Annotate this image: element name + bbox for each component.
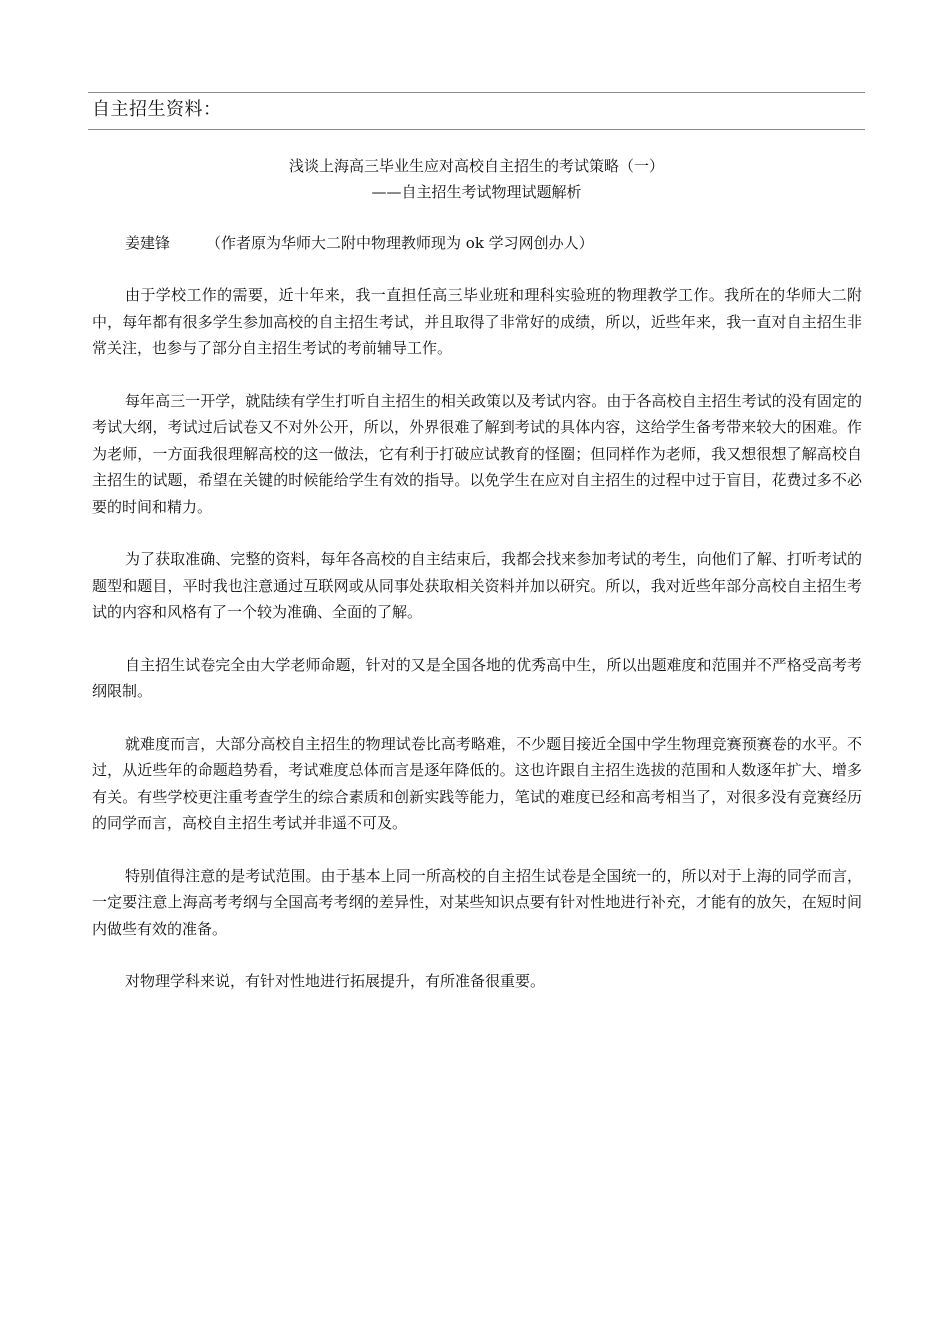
paragraph: 为了获取准确、完整的资料，每年各高校的自主结束后，我都会找来参加考试的考生，向他们了解、打听考试的题型和题目，平时我也注意通过互联网或从同事处获取相关资料并加以研究。所以，我对近些年部分高校自主招生考试的内容和风格有了一个较为准确、全面的了解。 bbox=[92, 550, 862, 621]
author-note: （作者原为华师大二附中物理教师现为 ok 学习网创办人） bbox=[206, 234, 594, 252]
paragraph: 自主招生试卷完全由大学老师命题，针对的又是全国各地的优秀高中生，所以出题难度和范围并不严格受高考考纲限制。 bbox=[92, 655, 862, 700]
article-subtitle: ——自主招生考试物理试题解析 bbox=[371, 183, 582, 201]
author-name: 姜建锋 bbox=[125, 234, 171, 252]
header-bottom-rule bbox=[88, 129, 865, 130]
paragraph: 对物理学科来说，有针对性地进行拓展提升，有所准备很重要。 bbox=[125, 972, 546, 990]
paragraph: 就难度而言，大部分高校自主招生的物理试卷比高考略难，不少题目接近全国中学生物理竞赛预赛卷的水平。不过，从近些年的命题趋势看，考试难度总体而言是逐年降低的。这也许跟自主招生选拔的范围和人数逐年扩大、增多有关。有些学校更注重考查学生的综合素质和创新实践等能力，笔试的难度已经和高考相当了，对很多没有竞赛经历的同学而言，高校自主招生考试并非遥不可及。 bbox=[92, 734, 862, 832]
header-title: 自主招生资料： bbox=[92, 99, 222, 120]
paragraph: 特别值得注意的是考试范围。由于基本上同一所高校的自主招生试卷是全国统一的，所以对于上海的同学而言，一定要注意上海高考考纲与全国高考考纲的差异性，对某些知识点要有针对性地进行补充，才能有的放矢，在短时间内做些有效的准备。 bbox=[92, 866, 862, 938]
article-body bbox=[92, 282, 862, 1021]
paragraph: 每年高三一开学，就陆续有学生打听自主招生的相关政策以及考试内容。由于各高校自主招生考试的没有固定的考试大纲，考试过后试卷又不对外公开，所以，外界很难了解到考试的具体内容，这给学生备考带来较大的困难。作为老师，一方面我很理解高校的这一做法，它有利于打破应试教育的怪圈；但同样作为老师，我又想很想了解高校自主招生的试题，希望在关键的时候能给学生有效的指导。以免学生在应对自主招生的过程中过于盲目，花费过多不必要的时间和精力。 bbox=[92, 391, 862, 516]
header-top-rule bbox=[88, 92, 865, 93]
author-line bbox=[125, 232, 594, 254]
article-title: 浅谈上海高三毕业生应对高校自主招生的考试策略（一） bbox=[288, 157, 664, 175]
paragraph: 由于学校工作的需要，近十年来，我一直担任高三毕业班和理科实验班的物理教学工作。我所在的华师大二附中，每年都有很多学生参加高校的自主招生考试，并且取得了非常好的成绩，所以，近些年来，我一直对自主招生非常关注，也参与了部分自主招生考试的考前辅导工作。 bbox=[92, 286, 862, 357]
